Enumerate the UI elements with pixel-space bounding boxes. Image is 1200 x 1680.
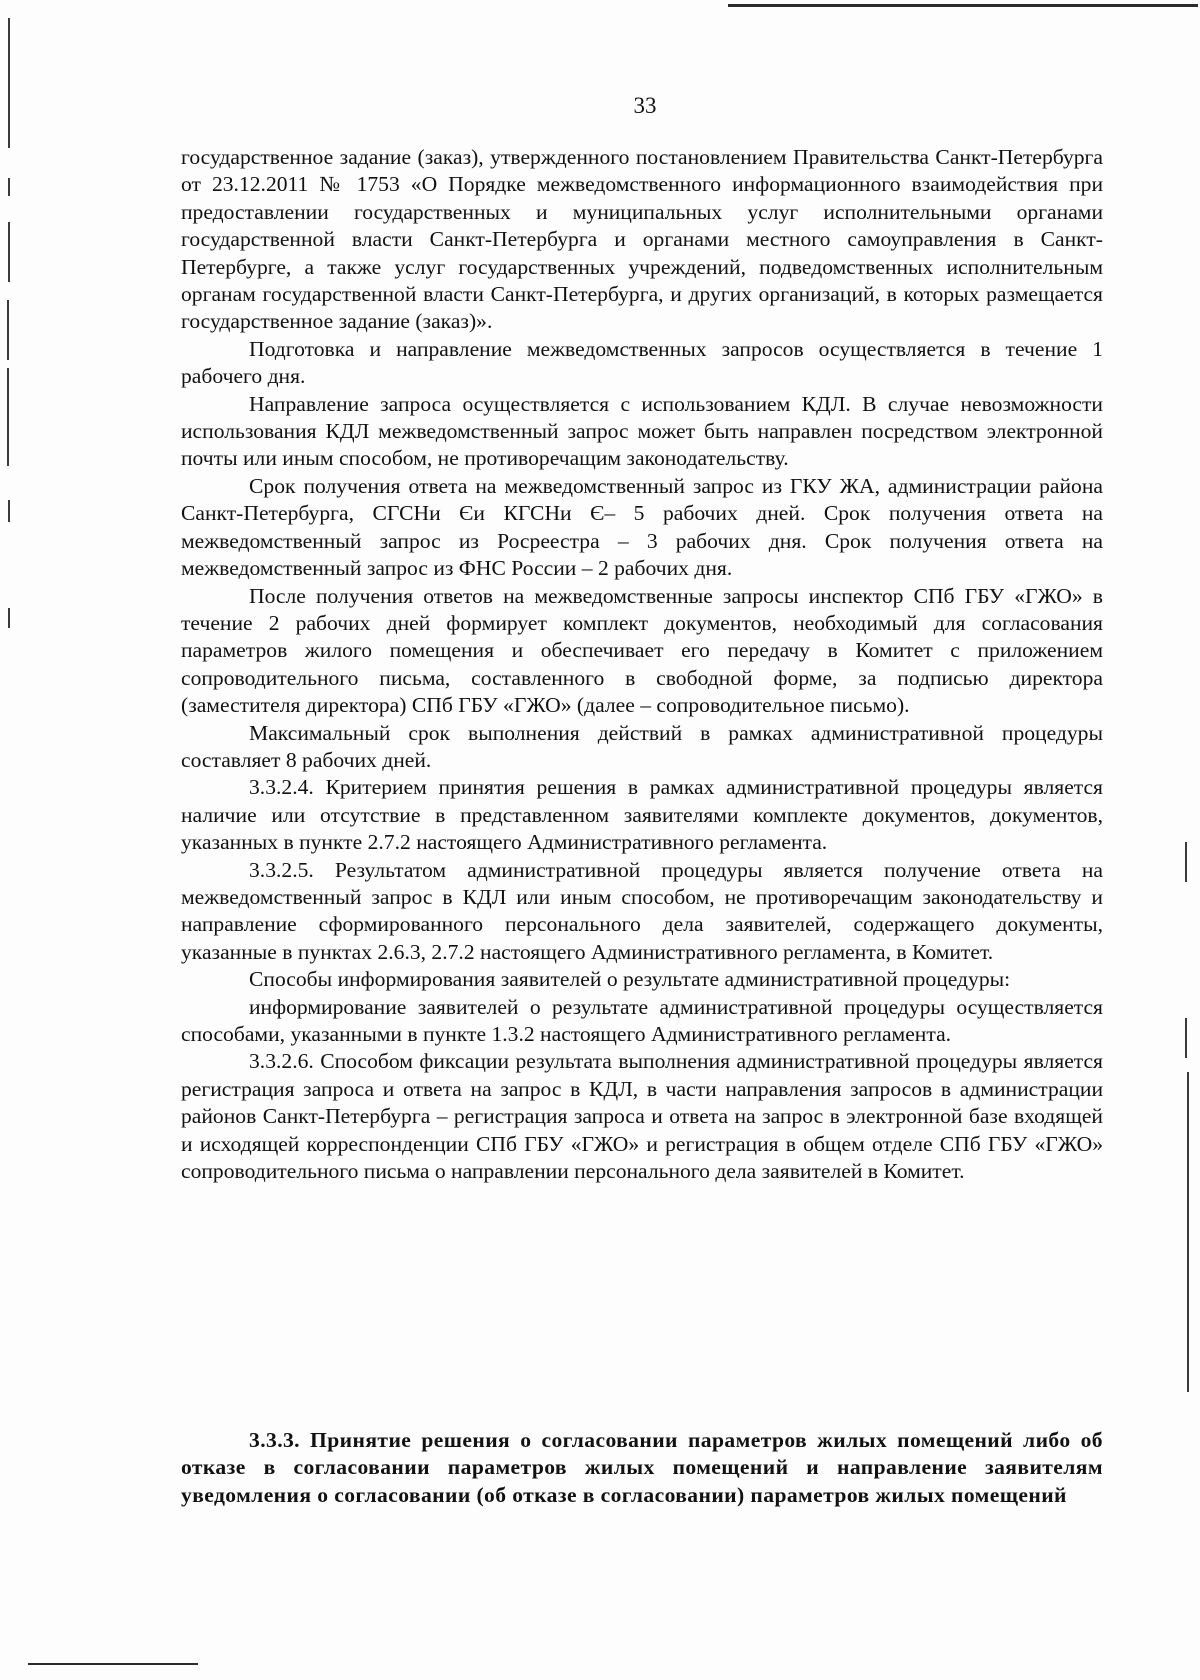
scan-margin-mark: [8, 500, 10, 522]
scan-margin-mark: [8, 18, 10, 148]
scan-margin-mark: [1185, 1018, 1187, 1058]
page-number: 33: [633, 93, 657, 118]
paragraph: государственное задание (заказ), утвержденного постановлением Правительства Санкт-Петербурга от 23.12.2011 № 1753 «О Порядке межведомственного информационного взаимодействия при предоставлении государственных и муниципальных услуг исполнительными органами государственной власти Санкт-Петербурга и органами местного самоуправления в Санкт-Петербурге, а также услуг государственных учреждений, подведомственных исполнительным органам государственной власти Санкт-Петербурга, и других организаций, в которых размещается государственное задание (заказ)».: [181, 145, 1103, 334]
scan-margin-mark: [8, 608, 10, 628]
paragraph: 3.3.2.4. Критерием принятия решения в рамках административной процедуры является наличие или отсутствие в представленном заявителями комплекте документов, документов, указанных в пункте 2.7.2 настоящего Административного регламента.: [181, 775, 1103, 855]
scan-edge-rule: [728, 4, 1198, 7]
paragraph: Подготовка и направление межведомственных запросов осуществляется в течение 1 рабочего дня.: [181, 336, 1103, 389]
scan-margin-mark: [7, 368, 9, 466]
scan-margin-mark: [7, 300, 9, 360]
scan-margin-mark: [1187, 1072, 1189, 1392]
paragraph: 3.3.2.6. Способом фиксации результата выполнения административной процедуры является регистрация запроса и ответа на запрос в КДЛ, в части направления запросов в администрации районов Санкт-Петербурга – регистрация запроса и ответа на запрос в электронной базе входящей и исходящей корреспонденции СПб ГБУ «ГЖО» и регистрация в общем отделе СПб ГБУ «ГЖО» сопроводительного письма о направлении персонального дела заявителей в Комитет.: [181, 1049, 1103, 1184]
section-heading: 3.3.3. Принятие решения о согласовании параметров жилых помещений либо об отказе в согласовании параметров жилых помещений и направление заявителям уведомления о согласовании (об отказе в согласовании) параметров жилых помещений: [181, 1428, 1103, 1507]
body-text: [181, 144, 1103, 1185]
paragraph: Максимальный срок выполнения действий в рамках административной процедуры составляет 8 рабочих дней.: [181, 720, 1103, 772]
scan-margin-mark: [1185, 842, 1187, 882]
paragraph: После получения ответов на межведомственные запросы инспектор СПб ГБУ «ГЖО» в течение 2 рабочих дней формирует комплект документов, необходимый для согласования параметров жилого помещения и обеспечивает его передачу в Комитет с приложением сопроводительного письма, составленного в свободной форме, за подписью директора (заместителя директора) СПб ГБУ «ГЖО» (далее – сопроводительное письмо).: [181, 583, 1103, 718]
paragraph: Срок получения ответа на межведомственный запрос из ГКУ ЖА, администрации района Санкт-Петербурга, СГСНи Єи КГСНи Є– 5 рабочих дней. Срок получения ответа на межведомственный запрос из Росреестра – 3 рабочих дня. Срок получения ответа на межведомственный запрос из ФНС России – 2 рабочих дня.: [181, 473, 1103, 581]
scan-edge-rule: [28, 1663, 198, 1665]
paragraph: 3.3.2.5. Результатом административной процедуры является получение ответа на межведомственный запрос в КДЛ или иным способом, не противоречащим законодательству и направление сформированного персонального дела заявителей, содержащего документы, указанные в пунктах 2.6.3, 2.7.2 настоящего Административного регламента, в Комитет.: [181, 857, 1103, 964]
paragraph: Направление запроса осуществляется с использованием КДЛ. В случае невозможности использования КДЛ межведомственный запрос может быть направлен посредством электронной почты или иным способом, не противоречащим законодательству.: [181, 391, 1103, 471]
scan-margin-mark: [8, 222, 10, 282]
scan-margin-mark: [8, 178, 10, 196]
paragraph: Способы информирования заявителей о результате административной процедуры:: [249, 967, 1011, 992]
paragraph: информирование заявителей о результате административной процедуры осуществляется способами, указанными в пункте 1.3.2 настоящего Административного регламента.: [181, 994, 1103, 1046]
